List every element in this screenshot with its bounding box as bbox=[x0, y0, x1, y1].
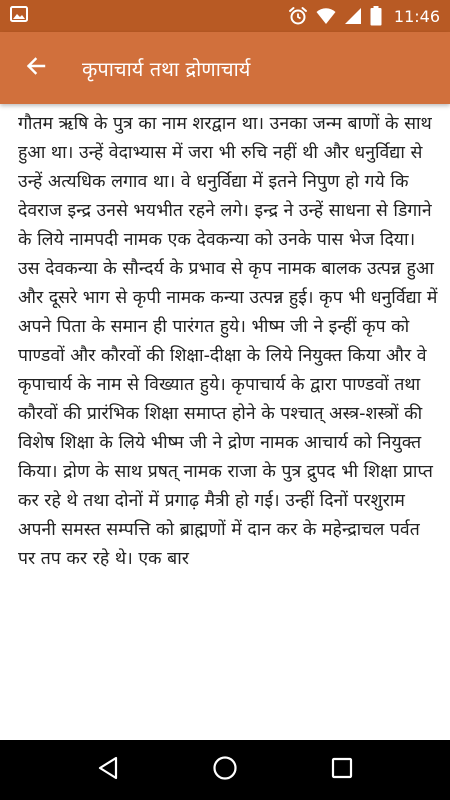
recents-square-icon bbox=[331, 757, 353, 783]
status-bar bbox=[0, 0, 450, 32]
alarm-icon bbox=[288, 6, 308, 26]
page-title: कृपाचार्य तथा द्रोणाचार्य bbox=[82, 56, 251, 81]
back-triangle-icon bbox=[97, 756, 119, 784]
battery-icon bbox=[370, 6, 382, 26]
app-bar bbox=[0, 32, 450, 104]
image-icon bbox=[10, 6, 28, 26]
home-circle-icon bbox=[212, 755, 238, 785]
nav-recents-button[interactable] bbox=[312, 740, 372, 800]
status-left bbox=[10, 6, 28, 26]
signal-icon bbox=[344, 7, 362, 25]
article-content[interactable] bbox=[0, 104, 450, 740]
arrow-left-icon bbox=[24, 54, 48, 82]
status-time: 11:46 bbox=[393, 6, 440, 26]
nav-home-button[interactable] bbox=[195, 740, 255, 800]
article-text: गौतम ऋषि के पुत्र का नाम शरद्वान था। उनका जन्म बाणों के साथ हुआ था। उन्हें वेदाभ्यास में जरा भी रुचि नहीं थी और धनुर्विद्या से उन्हें अत्यधिक लगाव था। वे धनुर्विद्या में इतने निपुण हो गये कि देवराज इन्द्र उनसे भयभीत रहने लगे। इन्द्र ने उन्हें साधना से डिगाने के लिये नामपदी नामक एक देवकन्या को उनके पास भेज दिया। उस देवकन्या के सौन्दर्य के प्रभाव से कृप नामक बालक उत्पन्न हुआ और दूसरे भाग से कृपी नामक कन्या उत्पन्न हुई। कृप भी धनुर्विद्या में अपने पिता के समान ही पारंगत हुये। भीष्म जी ने इन्हीं कृप को पाण्डवों और कौरवों की शिक्षा-दीक्षा के लिये नियुक्त किया और वे कृपाचार्य के नाम से विख्यात हुये। कृपाचार्य के द्वारा पाण्डवों तथा कौरवों की प्रारंभिक शिक्षा समाप्त होने के पश्चात् अस्त्र-शस्त्रों की विशेष शिक्षा के लिये भीष्म जी ने द्रोण नामक आचार्य को नियुक्त किया। द्रोण के साथ प्रषत् नामक राजा के पुत्र द्रुपद भी शिक्षा प्राप्त कर रहे थे तथा दोनों में प्रगाढ़ मैत्री हो गई। उन्हीं दिनों परशुराम अपनी समस्त सम्पत्ति को ब्राह्मणों में दान कर के महेन्द्राचल पर्वत पर तप कर रहे थे। एक बार bbox=[18, 114, 438, 569]
nav-back-button[interactable] bbox=[78, 740, 138, 800]
status-right bbox=[288, 6, 440, 26]
back-button[interactable] bbox=[8, 40, 64, 96]
wifi-icon bbox=[316, 7, 336, 25]
system-nav-bar bbox=[0, 740, 450, 800]
